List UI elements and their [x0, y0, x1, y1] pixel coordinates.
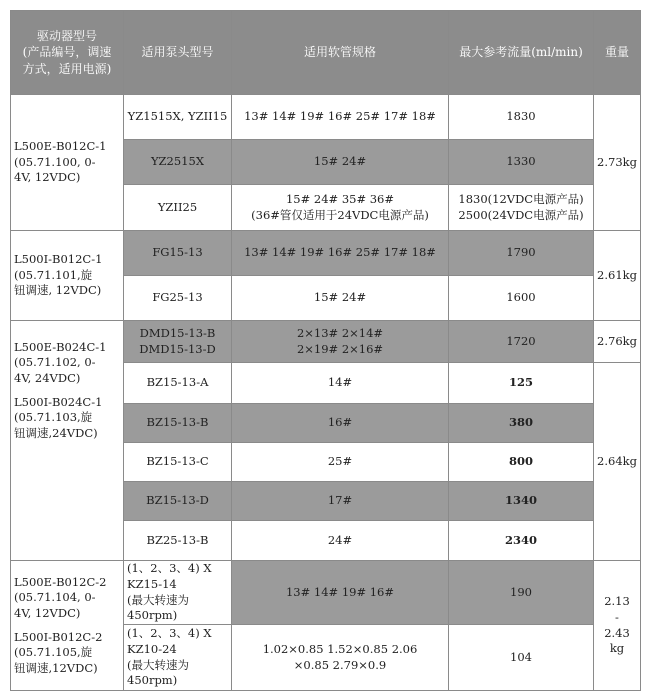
flow-cell: 800	[449, 443, 594, 482]
tubing-line: 2×19# 2×16#	[296, 341, 384, 356]
tubing-cell: 15# 24#	[232, 276, 449, 321]
pump-line: KZ15-14	[127, 576, 177, 591]
driver-line: L500E-B012C-1	[14, 139, 107, 154]
pump-line: DMD15-13-B	[139, 325, 216, 340]
header-driver-line: (产品编号，调速	[22, 45, 112, 60]
flow-cell: 1830	[449, 95, 594, 140]
pump-cell: BZ15-13-C	[124, 443, 232, 482]
flow-cell: 125	[449, 363, 594, 404]
tubing-cell: 13# 14# 19# 16#	[232, 561, 449, 625]
driver-line: L500I-B024C-1	[14, 394, 103, 409]
tubing-cell: 13# 14# 19# 16# 25# 17# 18#	[232, 95, 449, 140]
table-row	[11, 95, 641, 140]
driver-line: 4V, 12VDC)	[14, 605, 81, 620]
flow-cell: 1790	[449, 231, 594, 276]
pump-line: (1、2、3、4) X	[127, 626, 212, 641]
flow-cell: 2340	[449, 521, 594, 561]
weight-cell: 2.64kg	[594, 363, 641, 561]
driver-line: L500I-B012C-2	[14, 629, 103, 644]
pump-line: (1、2、3、4) X	[127, 561, 212, 576]
header-row	[11, 11, 641, 95]
pump-cell	[124, 561, 232, 625]
tubing-cell: 25#	[232, 443, 449, 482]
driver-cell	[11, 231, 124, 321]
flow-line: 2500(24VDC电源产品)	[458, 207, 584, 222]
table-row	[11, 231, 641, 276]
driver-cell	[11, 321, 124, 561]
header-weight: 重量	[594, 11, 641, 95]
header-flow: 最大参考流量(ml/min)	[449, 11, 594, 95]
pump-cell	[124, 321, 232, 363]
driver-line: 4V, 24VDC)	[14, 370, 81, 385]
weight-line: kg	[609, 641, 625, 656]
tubing-cell	[232, 625, 449, 691]
tubing-cell	[232, 185, 449, 231]
header-driver-line: 方式，适用电源)	[22, 61, 112, 76]
pump-line: (最大转速为	[127, 657, 189, 672]
pump-cell: BZ15-13-B	[124, 404, 232, 443]
driver-line: L500I-B012C-1	[14, 252, 103, 267]
tubing-line: 1.02×0.85 1.52×0.85 2.06	[262, 641, 418, 656]
pump-cell: YZ1515X, YZII15	[124, 95, 232, 140]
tubing-cell: 13# 14# 19# 16# 25# 17# 18#	[232, 231, 449, 276]
pump-line: (最大转速为	[127, 592, 189, 607]
flow-cell: 380	[449, 404, 594, 443]
weight-line: -	[615, 609, 619, 624]
pump-cell	[124, 625, 232, 691]
pump-cell: YZII25	[124, 185, 232, 231]
header-tubing: 适用软管规格	[232, 11, 449, 95]
driver-line: (05.71.102, 0-	[14, 355, 96, 370]
weight-line: 2.43	[604, 625, 630, 640]
table-row	[11, 321, 641, 363]
weight-cell: 2.61kg	[594, 231, 641, 321]
flow-cell: 1340	[449, 482, 594, 521]
driver-line: (05.71.104, 0-	[14, 590, 96, 605]
pump-line: KZ10-24	[127, 641, 177, 656]
spec-table	[10, 10, 641, 691]
table-row	[11, 561, 641, 625]
tubing-cell: 14#	[232, 363, 449, 404]
tubing-cell: 17#	[232, 482, 449, 521]
driver-line: (05.71.101,旋	[14, 267, 93, 282]
driver-line: (05.71.100, 0-	[14, 154, 96, 169]
weight-cell: 2.73kg	[594, 95, 641, 231]
header-driver	[11, 11, 124, 95]
driver-line: (05.71.105,旋	[14, 645, 93, 660]
weight-cell: 2.76kg	[594, 321, 641, 363]
tubing-line: 2×13# 2×14#	[296, 325, 384, 340]
driver-line: L500E-B024C-1	[14, 339, 107, 354]
pump-line: 450rpm)	[127, 608, 178, 623]
tubing-line: ×0.85 2.79×0.9	[293, 657, 387, 672]
driver-line: 钮调速, 12VDC)	[14, 283, 102, 298]
tubing-cell: 15# 24#	[232, 140, 449, 185]
weight-line: 2.13	[604, 594, 630, 609]
pump-cell: FG25-13	[124, 276, 232, 321]
flow-cell: 190	[449, 561, 594, 625]
flow-cell: 1720	[449, 321, 594, 363]
tubing-cell	[232, 321, 449, 363]
weight-cell	[594, 561, 641, 691]
driver-line: 钮调速,12VDC)	[14, 660, 98, 675]
pump-line: DMD15-13-D	[139, 341, 216, 356]
header-pump-head: 适用泵头型号	[124, 11, 232, 95]
pump-line: 450rpm)	[127, 673, 178, 688]
driver-line: L500E-B012C-2	[14, 574, 107, 589]
driver-line: 4V, 12VDC)	[14, 170, 81, 185]
driver-line: (05.71.103,旋	[14, 410, 93, 425]
flow-cell: 1330	[449, 140, 594, 185]
tubing-cell: 16#	[232, 404, 449, 443]
pump-cell: BZ25-13-B	[124, 521, 232, 561]
tubing-line: 15# 24# 35# 36#	[285, 191, 395, 206]
pump-cell: BZ15-13-D	[124, 482, 232, 521]
tubing-cell: 24#	[232, 521, 449, 561]
flow-line: 1830(12VDC电源产品)	[458, 191, 584, 206]
header-driver-line: 驱动器型号	[36, 29, 97, 44]
flow-cell: 104	[449, 625, 594, 691]
pump-cell: FG15-13	[124, 231, 232, 276]
flow-cell: 1600	[449, 276, 594, 321]
pump-cell: YZ2515X	[124, 140, 232, 185]
driver-line: 钮调速,24VDC)	[14, 425, 98, 440]
tubing-line: (36#管仅适用于24VDC电源产品)	[251, 207, 429, 222]
pump-cell: BZ15-13-A	[124, 363, 232, 404]
driver-cell	[11, 95, 124, 231]
driver-cell	[11, 561, 124, 691]
flow-cell	[449, 185, 594, 231]
